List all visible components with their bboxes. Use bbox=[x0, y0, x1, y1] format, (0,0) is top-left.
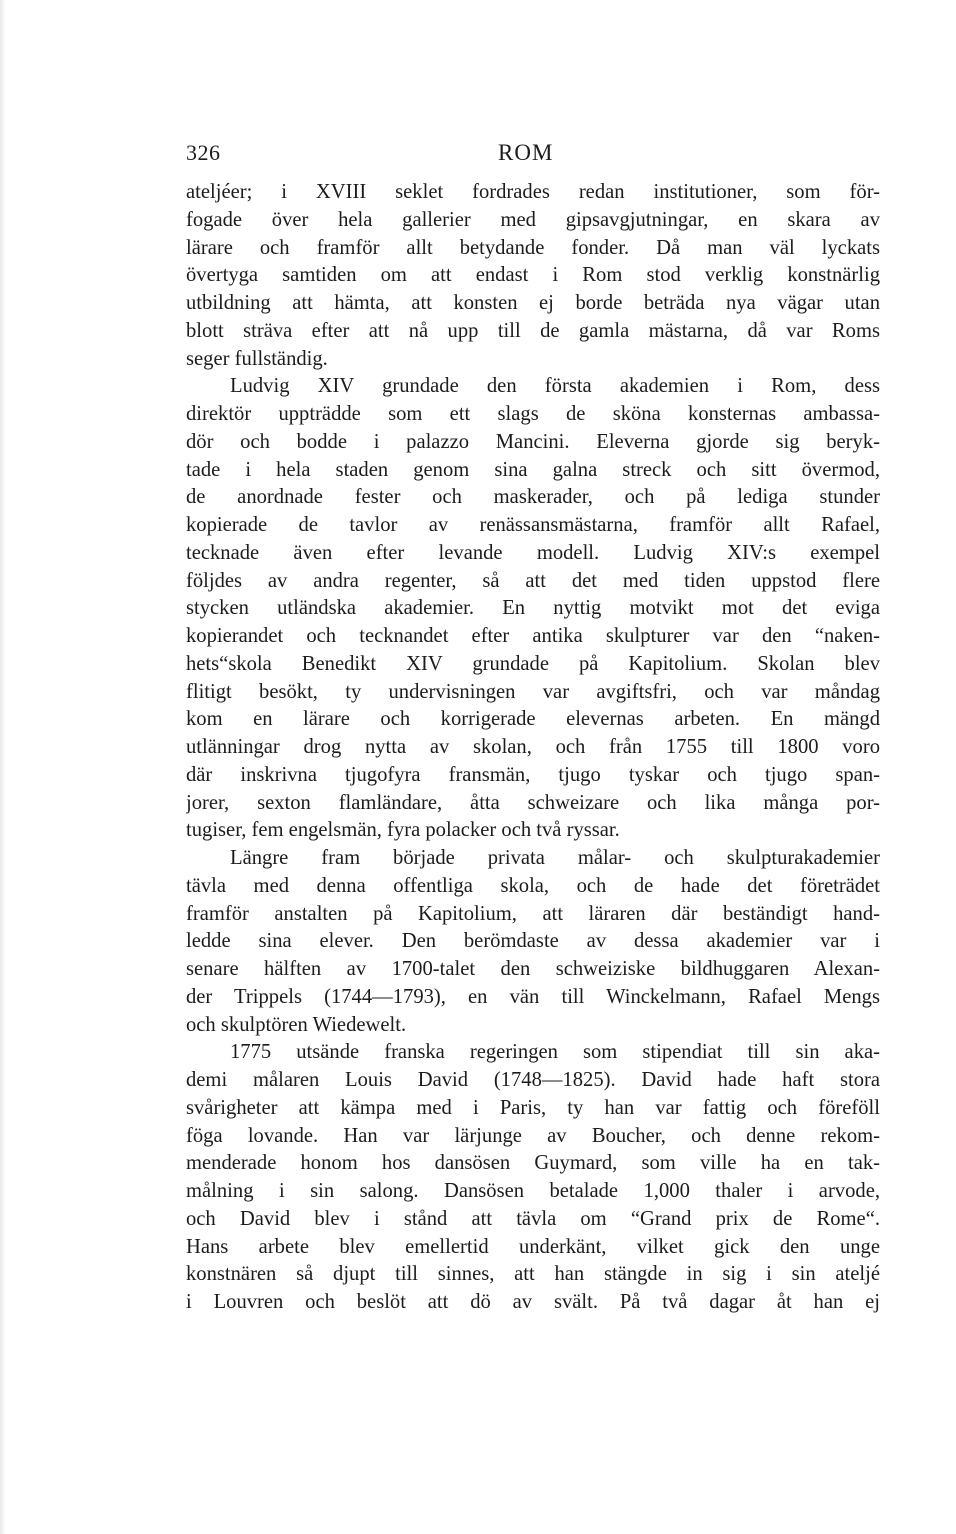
text-line: följdes av andra regenter, så att det med tiden uppstod flere bbox=[186, 569, 880, 592]
text-line: tade i hela staden genom sina galna streck och sitt övermod, bbox=[186, 458, 880, 481]
text-line: flitigt besökt, ty undervisningen var avgiftsfri, och var måndag bbox=[186, 680, 880, 703]
text-line: och skulptören Wiedewelt. bbox=[186, 1013, 407, 1036]
text-line: blott sträva efter att nå upp till de gamla mästarna, då var Roms bbox=[186, 319, 880, 342]
text-line: fogade över hela gallerier med gipsavgjutningar, en skara av bbox=[186, 208, 880, 231]
text-line: där inskrivna tjugofyra fransmän, tjugo tyskar och tjugo span- bbox=[186, 763, 880, 786]
text-line: Ludvig XIV grundade den första akademien i Rom, dess bbox=[230, 375, 880, 398]
text-line: kopierade de tavlor av renässansmästarna, framför allt Rafael, bbox=[186, 514, 880, 536]
text-line: utbildning att hämta, att konsten ej borde beträda nya vägar utan bbox=[186, 292, 880, 314]
text-line: ateljéer; i XVIII seklet fordrades redan institutioner, som för- bbox=[186, 181, 880, 203]
text-line: tugiser, fem engelsmän, fyra polacker och två ryssar. bbox=[186, 819, 620, 842]
text-line: och David blev i stånd att tävla om “Grand prix de Rome“. bbox=[186, 1207, 880, 1230]
text-line: menderade honom hos dansösen Guymard, som ville ha en tak- bbox=[186, 1152, 880, 1175]
text-line: föga lovande. Han var lärjunge av Boucher, och denne rekom- bbox=[186, 1124, 880, 1147]
text-line: tävla med denna offentliga skola, och de hade det företrädet bbox=[186, 874, 880, 897]
text-line: konstnären så djupt till sinnes, att han stängde in sig i sin ateljé bbox=[186, 1263, 880, 1286]
text-line: dör och bodde i palazzo Mancini. Eleverna gjorde sig beryk- bbox=[186, 430, 880, 453]
text-line: målning i sin salong. Dansösen betalade 1,000 thaler i arvode, bbox=[186, 1180, 880, 1202]
text-line: Längre fram började privata målar- och skulpturakademier bbox=[230, 847, 880, 869]
text-line: kopierandet och tecknandet efter antika skulpturer var den “naken- bbox=[186, 625, 880, 647]
text-line: stycken utländska akademier. En nyttig motvikt mot det eviga bbox=[186, 597, 880, 620]
text-line: der Trippels (1744—1793), en vän till Winckelmann, Rafael Mengs bbox=[186, 985, 880, 1008]
text-line: demi målaren Louis David (1748—1825). David hade haft stora bbox=[186, 1069, 880, 1091]
text-line: lärare och framför allt betydande fonder. Då man väl lyckats bbox=[186, 236, 880, 259]
text-line: i Louvren och beslöt att dö av svält. På två dagar åt han ej bbox=[186, 1291, 880, 1313]
text-line: 1775 utsände franska regeringen som stipendiat till sin aka- bbox=[230, 1041, 880, 1064]
text-line: övertyga samtiden om att endast i Rom stod verklig konstnärlig bbox=[186, 264, 880, 287]
text-line: kom en lärare och korrigerade elevernas arbeten. En mängd bbox=[186, 708, 880, 731]
text-line: ledde sina elever. Den berömdaste av dessa akademier var i bbox=[186, 930, 880, 953]
page-number: 326 bbox=[186, 140, 221, 165]
scan-edge bbox=[0, 0, 6, 1534]
text-line: framför anstalten på Kapitolium, att läraren där beständigt hand- bbox=[186, 902, 880, 925]
text-line: direktör uppträdde som ett slags de sköna konsternas ambassa- bbox=[186, 403, 880, 425]
text-line: jorer, sexton flamländare, åtta schweizare och lika många por- bbox=[186, 791, 880, 814]
text-line: de anordnade fester och maskerader, och på lediga stunder bbox=[186, 486, 880, 509]
text-line: seger fullständig. bbox=[186, 347, 328, 370]
text-line: svårigheter att kämpa med i Paris, ty han var fattig och föreföll bbox=[186, 1096, 880, 1119]
running-title: ROM bbox=[498, 140, 554, 165]
page-header bbox=[186, 140, 880, 170]
text-line: utlänningar drog nytta av skolan, och från 1755 till 1800 voro bbox=[186, 736, 880, 758]
body-text bbox=[186, 179, 880, 1317]
text-line: tecknade även efter levande modell. Ludvig XIV:s exempel bbox=[186, 541, 880, 564]
text-line: senare hälften av 1700-talet den schweiziske bildhuggaren Alexan- bbox=[186, 958, 880, 980]
text-line: hets“skola Benedikt XIV grundade på Kapitolium. Skolan blev bbox=[186, 652, 880, 675]
text-line: Hans arbete blev emellertid underkänt, vilket gick den unge bbox=[186, 1235, 880, 1258]
